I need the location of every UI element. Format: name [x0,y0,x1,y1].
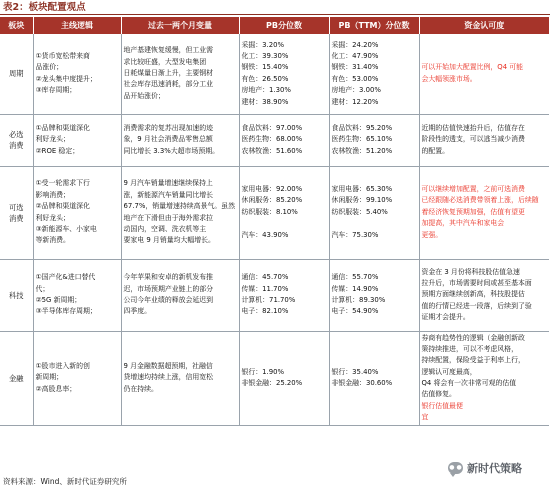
logic-cell [33,34,121,114]
pb-cell [239,34,329,114]
variables-line: 地产在下滑但由于海外需求拉 [123,213,214,222]
variables-line: 9 月汽车销量增速继续保持上 [123,179,213,188]
capital-line: 券商有趋势性的逻辑（金融创新政 [421,333,525,342]
logic-line: 利好龙头； [35,213,70,222]
pb-line: 银行：1.90% [241,367,285,376]
variables-line: 象，9 月社会消费品零售总额 [123,135,213,144]
title-rule [0,14,550,15]
variables-line: 公司今年业绩的释放会延迟到 [123,296,214,304]
capital-line: 阶段性的透支，可以逃当减少消费 [421,135,525,144]
header-pb-ttm: PB（TTM）分位数 [329,17,419,34]
variables-line: 地产基建恢复缓慢，但工业需 [123,46,214,55]
pb-ttm-line: 纺织服装：5.40% [331,207,388,216]
pb-line: 传媒：11.70% [241,284,289,293]
pb-line: 家用电器：92.00% [241,185,303,194]
pb-line: 采掘：3.20% [241,40,285,49]
logic-line: ①货币宽松带来商 [35,51,90,60]
header-logic: 主线逻辑 [33,17,121,34]
allocation-table [0,17,549,426]
pb-line: 电子：82.10% [241,307,289,316]
sector-cell [0,331,33,425]
capital-line: 策持续推进，可以不考虑风格， [421,344,518,353]
pb-line: 农林牧渔：51.60% [241,146,303,155]
capital-line: 拉升后，市场需要时间或甚至基本面 [421,278,532,287]
variables-cell [121,259,239,331]
pb-line: 通信：45.70% [241,273,289,282]
capital-line: Q4 将会有一次非常可观的估值 [421,379,517,388]
logic-line: ②品牌和渠道深化 [35,202,90,211]
logic-line: ①受一轮需求下行 [35,179,90,188]
variables-line: 迟，市场预期产业链上的部分 [123,284,214,293]
logic-line: ①品牌和渠道深化 [35,123,90,132]
sector-label: 周期 [8,69,24,79]
capital-line: 着经济恢复预期加强，估值有望更 [421,207,525,216]
logic-cell [33,114,121,166]
logic-cell [33,331,121,425]
pb-ttm-cell [329,259,419,331]
logic-line: ②龙头集中度提升； [35,74,97,83]
header-capital: 资金认可度 [419,17,549,34]
pb-ttm-line [332,218,417,229]
logic-line: ②高股息率； [35,384,77,393]
table-title: 表2：板块配置观点 [3,2,86,13]
capital-cell [419,166,549,259]
capital-line: 持续配置，保险受益于利率上行， [421,356,525,365]
pb-line: 房地产：1.30% [241,86,291,95]
logic-line: ③库存周期； [35,86,77,95]
pb-ttm-line: 电子：54.90% [331,307,379,316]
logic-cell [33,259,121,331]
pb-line: 化工：39.30% [241,51,289,60]
logic-line: 新周期； [35,373,64,382]
pb-line: 休闲服务：85.20% [241,196,303,205]
capital-highlight-line: 宜 [421,413,429,422]
pb-ttm-cell [329,166,419,259]
variables-line: 要家电 9 月销量均大幅增长。 [123,236,215,245]
logic-line: ③新能源车、小家电 [35,224,97,233]
variables-line: 仍在持续。 [123,384,158,393]
variables-cell [121,34,239,114]
variables-cell [121,114,239,166]
sector-cell [0,114,33,166]
logic-line: ②ROE 稳定； [35,146,80,155]
wechat-icon: ● ● [448,462,463,474]
logic-line: ①国产化&进口替代 [35,273,96,282]
pb-cell [239,166,329,259]
pb-ttm-line: 房地产：3.00% [331,86,381,95]
pb-line: 建材：38.90% [241,97,289,106]
logic-line: ①股市进入新的创 [35,361,90,370]
variables-line: 消费需求的复苏出现加速的迹 [123,123,214,132]
capital-cell [419,259,549,331]
variables-line: 67.7%，销量增速持续高景气。虽然 [123,202,235,211]
pb-ttm-line: 化工：47.90% [331,51,379,60]
variables-line: 贷增速均持续上涨，信用宽松 [123,373,214,382]
pb-line: 钢铁：15.40% [241,63,289,72]
variables-line: 动国内，空调、洗衣机等主 [123,224,207,233]
watermark [445,459,525,477]
variables-line: 同比增长 3.3%大超市场预期。 [123,146,219,155]
pb-line: 非银金融：25.20% [241,379,303,388]
logic-line: 利好龙头； [35,135,70,144]
capital-line: 预期方面继续创新高，科技股提估 [421,290,525,299]
pb-line [242,218,327,229]
pb-ttm-line: 建材：12.20% [331,97,379,106]
logic-line: 影响消费； [35,190,70,199]
pb-ttm-line: 有色：53.00% [331,74,379,83]
variables-line: 四季度。 [123,307,152,316]
logic-cell [33,166,121,259]
pb-line: 汽车：43.90% [241,230,289,239]
sector-label: 可选消费 [8,202,24,223]
capital-line: 可以继续增加配置，之前可选消费 [421,185,525,194]
pb-ttm-line: 银行：35.40% [331,367,379,376]
variables-line: 品开始涨价； [123,91,165,100]
pb-line: 医药生物：68.00% [241,135,303,144]
capital-line: 已经跟随必选消费带领着上涨，后续随 [421,196,539,205]
pb-ttm-line: 采掘：24.20% [331,40,379,49]
capital-line: 会大幅领涨市场。 [421,74,477,83]
pb-cell [239,331,329,425]
sector-cell [0,166,33,259]
table-header-row [0,17,549,34]
logic-line: 代； [35,284,50,293]
table-row [0,259,549,331]
pb-ttm-cell [329,331,419,425]
variables-line: 涨，新能源汽车销量同比增长 [123,190,214,199]
watermark-text: 新时代策略 [467,462,522,475]
capital-line: 的配置。 [421,146,450,155]
variables-line: 今年苹果和安卓的新机发布推 [123,273,214,282]
header-sector: 板块 [0,17,33,34]
pb-ttm-line: 休闲服务：99.10% [331,196,393,205]
logic-line: ③半导体库存周期； [35,307,97,316]
pb-cell [239,114,329,166]
pb-ttm-line: 医药生物：65.10% [331,135,393,144]
logic-line: 品涨价； [35,63,64,72]
pb-line: 有色：26.50% [241,74,289,83]
pb-ttm-line: 农林牧渔：51.20% [331,146,393,155]
capital-cell [419,331,549,425]
capital-line: 逻辑认可度最高， [421,367,477,376]
pb-cell [239,259,329,331]
pb-ttm-line: 钢铁：31.40% [331,63,379,72]
pb-line: 食品饮料：97.00% [241,123,303,132]
table-row [0,166,549,259]
capital-line: 证期才会提升。 [421,313,470,322]
capital-highlight-line: 银行估值最便 [421,401,463,410]
capital-line: 可以开始加大配置比例，Q4 可能 [421,63,524,72]
capital-line: 资金在 3 月份将科技股估值急速 [421,267,520,276]
capital-cell [419,114,549,166]
variables-line: 日耗煤量日渐上升，主要钢材 [123,69,214,78]
pb-ttm-line: 食品饮料：95.20% [331,123,393,132]
variables-line: 社会库存迅速消耗，部分工业 [123,80,214,89]
sector-cell [0,34,33,114]
logic-line: 等新消费。 [35,236,70,245]
pb-ttm-cell [329,114,419,166]
header-variables: 过去一两个月变量 [121,17,239,34]
pb-ttm-cell [329,34,419,114]
header-pb: PB分位数 [239,17,329,34]
sector-label: 必选消费 [8,130,24,150]
pb-ttm-line: 汽车：75.30% [331,230,379,239]
pb-ttm-line: 家用电器：65.30% [331,185,393,194]
pb-ttm-line: 传媒：14.90% [331,284,379,293]
variables-cell [121,331,239,425]
pb-ttm-line: 通信：55.70% [331,273,379,282]
variables-line: 求比较旺盛，大型发电集团 [123,57,207,66]
capital-line: 估值修复。 [421,390,456,399]
variables-line: 9 月金融数据超预期，社融信 [123,361,213,370]
sector-cell [0,259,33,331]
capital-line: 近期的估值快速抬升后，估值存在 [421,123,525,132]
table-row [0,114,549,166]
pb-line: 纺织服装：8.10% [241,207,298,216]
pb-ttm-line: 非银金融：30.60% [331,379,393,388]
table-row [0,34,549,114]
capital-line: 加提高，其中汽车和家电会 [421,219,505,228]
pb-line: 计算机：71.70% [241,296,296,304]
capital-cell [419,34,549,114]
capital-line: 值的行情已经进一段落，后续到了验 [421,301,532,310]
pb-ttm-line: 计算机：89.30% [331,296,386,304]
sector-label: 科技 [8,290,24,300]
variables-cell [121,166,239,259]
logic-line: ②5G 新周期； [35,296,82,304]
capital-line: 更强。 [421,230,443,239]
source-note: 资料来源：Wind、新时代证券研究所 [3,477,127,486]
table-row [0,331,549,425]
sector-label: 金融 [8,373,24,383]
